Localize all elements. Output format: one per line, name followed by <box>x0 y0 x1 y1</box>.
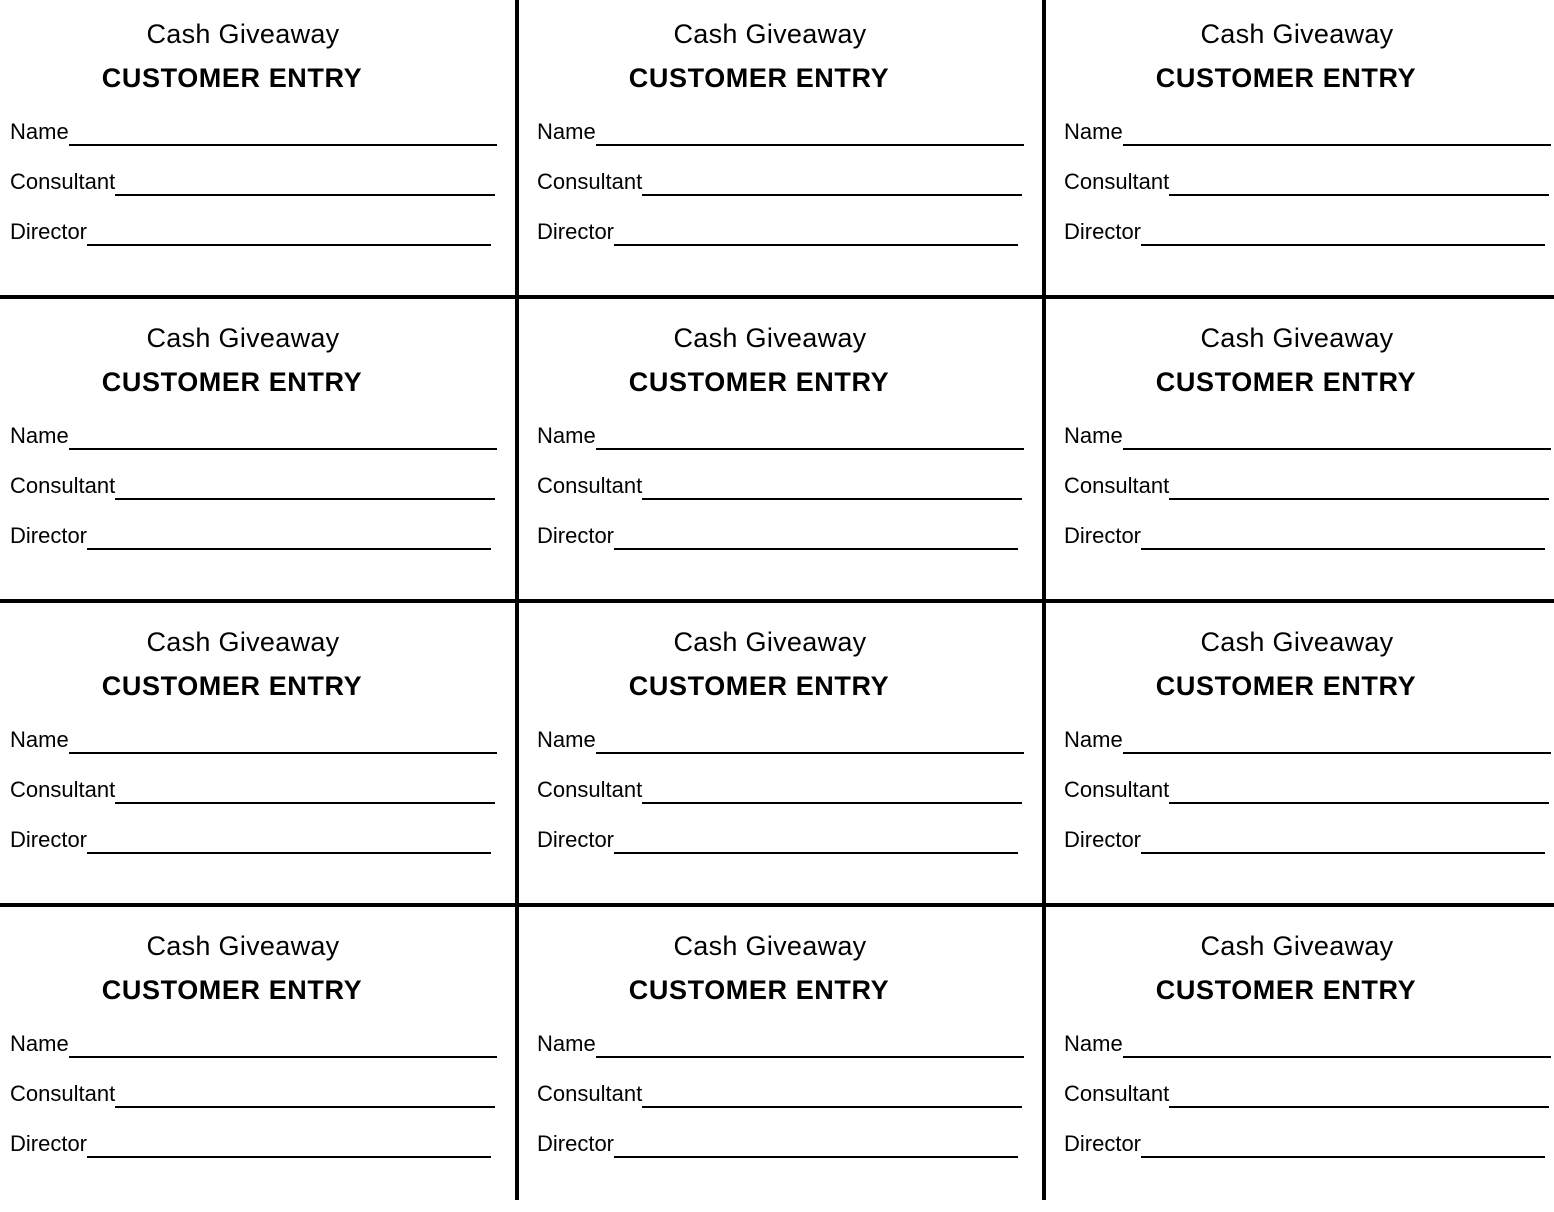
name-field[interactable] <box>10 116 497 146</box>
fill-in-line[interactable] <box>1169 1106 1549 1108</box>
entry-ticket <box>1054 304 1554 604</box>
consultant-field[interactable] <box>10 774 495 804</box>
fill-in-line[interactable] <box>596 752 1024 754</box>
ticket-subtitle: CUSTOMER ENTRY <box>101 63 363 93</box>
ticket-subtitle: CUSTOMER ENTRY <box>101 671 363 701</box>
fill-in-line[interactable] <box>596 448 1024 450</box>
director-field[interactable] <box>537 824 1018 854</box>
ticket-title: Cash Giveaway <box>673 323 867 353</box>
field-label: Consultant <box>10 777 116 802</box>
field-label: Name <box>537 1031 596 1056</box>
entry-ticket <box>527 304 1043 604</box>
consultant-field[interactable] <box>1064 1078 1549 1108</box>
ticket-subtitle: CUSTOMER ENTRY <box>628 975 890 1005</box>
fill-in-line[interactable] <box>596 1056 1024 1058</box>
name-field[interactable] <box>537 116 1024 146</box>
name-field[interactable] <box>1064 724 1551 754</box>
field-label: Director <box>1064 219 1142 244</box>
field-label: Consultant <box>10 1081 116 1106</box>
director-field[interactable] <box>1064 1128 1545 1158</box>
field-label: Director <box>10 219 88 244</box>
field-label: Consultant <box>10 473 116 498</box>
fill-in-line[interactable] <box>115 1106 495 1108</box>
field-label: Consultant <box>537 777 643 802</box>
field-label: Director <box>10 1131 88 1156</box>
ticket-title: Cash Giveaway <box>146 627 340 657</box>
fill-in-line[interactable] <box>1123 752 1551 754</box>
ticket-subtitle: CUSTOMER ENTRY <box>628 367 890 397</box>
ticket-title: Cash Giveaway <box>1200 323 1394 353</box>
field-label: Consultant <box>1064 473 1170 498</box>
ticket-title: Cash Giveaway <box>146 19 340 49</box>
entry-ticket <box>0 608 516 908</box>
fill-in-line[interactable] <box>1169 802 1549 804</box>
fill-in-line[interactable] <box>642 194 1022 196</box>
consultant-field[interactable] <box>537 166 1022 196</box>
fill-in-line[interactable] <box>87 852 491 854</box>
consultant-field[interactable] <box>1064 166 1549 196</box>
ticket-title: Cash Giveaway <box>1200 19 1394 49</box>
ticket-title: Cash Giveaway <box>146 323 340 353</box>
ticket-subtitle: CUSTOMER ENTRY <box>1155 975 1417 1005</box>
ticket-subtitle: CUSTOMER ENTRY <box>1155 671 1417 701</box>
fill-in-line[interactable] <box>69 448 497 450</box>
fill-in-line[interactable] <box>69 1056 497 1058</box>
name-field[interactable] <box>537 420 1024 450</box>
fill-in-line[interactable] <box>642 802 1022 804</box>
name-field[interactable] <box>10 724 497 754</box>
ticket-subtitle: CUSTOMER ENTRY <box>1155 367 1417 397</box>
field-label: Director <box>1064 523 1142 548</box>
ticket-title: Cash Giveaway <box>146 931 340 961</box>
field-label: Director <box>1064 827 1142 852</box>
ticket-subtitle: CUSTOMER ENTRY <box>628 671 890 701</box>
name-field[interactable] <box>10 1028 497 1058</box>
field-label: Director <box>1064 1131 1142 1156</box>
field-label: Name <box>1064 423 1123 448</box>
ticket-title: Cash Giveaway <box>1200 931 1394 961</box>
field-label: Director <box>10 827 88 852</box>
fill-in-line[interactable] <box>87 548 491 550</box>
director-field[interactable] <box>1064 520 1545 550</box>
field-label: Name <box>537 423 596 448</box>
fill-in-line[interactable] <box>87 1156 491 1158</box>
name-field[interactable] <box>1064 1028 1551 1058</box>
consultant-field[interactable] <box>537 470 1022 500</box>
director-field[interactable] <box>1064 824 1545 854</box>
fill-in-line[interactable] <box>69 752 497 754</box>
director-field[interactable] <box>1064 216 1545 246</box>
entry-ticket <box>1054 0 1554 300</box>
field-label: Name <box>10 423 69 448</box>
fill-in-line[interactable] <box>1141 1156 1545 1158</box>
fill-in-line[interactable] <box>614 1156 1018 1158</box>
field-label: Name <box>1064 1031 1123 1056</box>
fill-in-line[interactable] <box>614 852 1018 854</box>
fill-in-line[interactable] <box>1141 548 1545 550</box>
ticket-subtitle: CUSTOMER ENTRY <box>1155 63 1417 93</box>
entry-ticket <box>0 0 516 300</box>
field-label: Consultant <box>1064 777 1170 802</box>
director-field[interactable] <box>10 824 491 854</box>
consultant-field[interactable] <box>10 470 495 500</box>
consultant-field[interactable] <box>1064 774 1549 804</box>
field-label: Name <box>537 727 596 752</box>
fill-in-line[interactable] <box>1169 498 1549 500</box>
field-label: Director <box>10 523 88 548</box>
entry-ticket <box>527 0 1043 300</box>
name-field[interactable] <box>1064 420 1551 450</box>
fill-in-line[interactable] <box>115 802 495 804</box>
fill-in-line[interactable] <box>614 548 1018 550</box>
name-field[interactable] <box>1064 116 1551 146</box>
consultant-field[interactable] <box>537 1078 1022 1108</box>
field-label: Director <box>537 523 615 548</box>
entry-ticket <box>527 608 1043 908</box>
fill-in-line[interactable] <box>642 498 1022 500</box>
field-label: Consultant <box>10 169 116 194</box>
field-label: Name <box>10 727 69 752</box>
field-label: Consultant <box>1064 1081 1170 1106</box>
director-field[interactable] <box>537 520 1018 550</box>
fill-in-line[interactable] <box>596 144 1024 146</box>
ticket-title: Cash Giveaway <box>673 931 867 961</box>
consultant-field[interactable] <box>10 166 495 196</box>
director-field[interactable] <box>10 1128 491 1158</box>
director-field[interactable] <box>537 216 1018 246</box>
fill-in-line[interactable] <box>115 498 495 500</box>
name-field[interactable] <box>10 420 497 450</box>
fill-in-line[interactable] <box>1169 194 1549 196</box>
field-label: Name <box>10 119 69 144</box>
ticket-subtitle: CUSTOMER ENTRY <box>101 975 363 1005</box>
fill-in-line[interactable] <box>1123 1056 1551 1058</box>
fill-in-line[interactable] <box>1141 244 1545 246</box>
entry-ticket <box>0 912 516 1212</box>
field-label: Consultant <box>537 1081 643 1106</box>
fill-in-line[interactable] <box>69 144 497 146</box>
name-field[interactable] <box>537 1028 1024 1058</box>
ticket-title: Cash Giveaway <box>1200 627 1394 657</box>
ticket-subtitle: CUSTOMER ENTRY <box>628 63 890 93</box>
field-label: Name <box>537 119 596 144</box>
director-field[interactable] <box>10 216 491 246</box>
ticket-subtitle: CUSTOMER ENTRY <box>101 367 363 397</box>
fill-in-line[interactable] <box>614 244 1018 246</box>
field-label: Director <box>537 1131 615 1156</box>
field-label: Director <box>537 219 615 244</box>
fill-in-line[interactable] <box>1123 448 1551 450</box>
fill-in-line[interactable] <box>1123 144 1551 146</box>
consultant-field[interactable] <box>537 774 1022 804</box>
field-label: Consultant <box>1064 169 1170 194</box>
director-field[interactable] <box>10 520 491 550</box>
field-label: Name <box>1064 727 1123 752</box>
entry-ticket <box>527 912 1043 1212</box>
ticket-title: Cash Giveaway <box>673 627 867 657</box>
fill-in-line[interactable] <box>87 244 491 246</box>
fill-in-line[interactable] <box>1141 852 1545 854</box>
fill-in-line[interactable] <box>642 1106 1022 1108</box>
director-field[interactable] <box>537 1128 1018 1158</box>
ticket-title: Cash Giveaway <box>673 19 867 49</box>
entry-ticket <box>1054 912 1554 1212</box>
entry-ticket <box>0 304 516 604</box>
entry-ticket <box>1054 608 1554 908</box>
fill-in-line[interactable] <box>115 194 495 196</box>
consultant-field[interactable] <box>1064 470 1549 500</box>
field-label: Director <box>537 827 615 852</box>
field-label: Consultant <box>537 169 643 194</box>
consultant-field[interactable] <box>10 1078 495 1108</box>
field-label: Name <box>10 1031 69 1056</box>
field-label: Name <box>1064 119 1123 144</box>
name-field[interactable] <box>537 724 1024 754</box>
field-label: Consultant <box>537 473 643 498</box>
